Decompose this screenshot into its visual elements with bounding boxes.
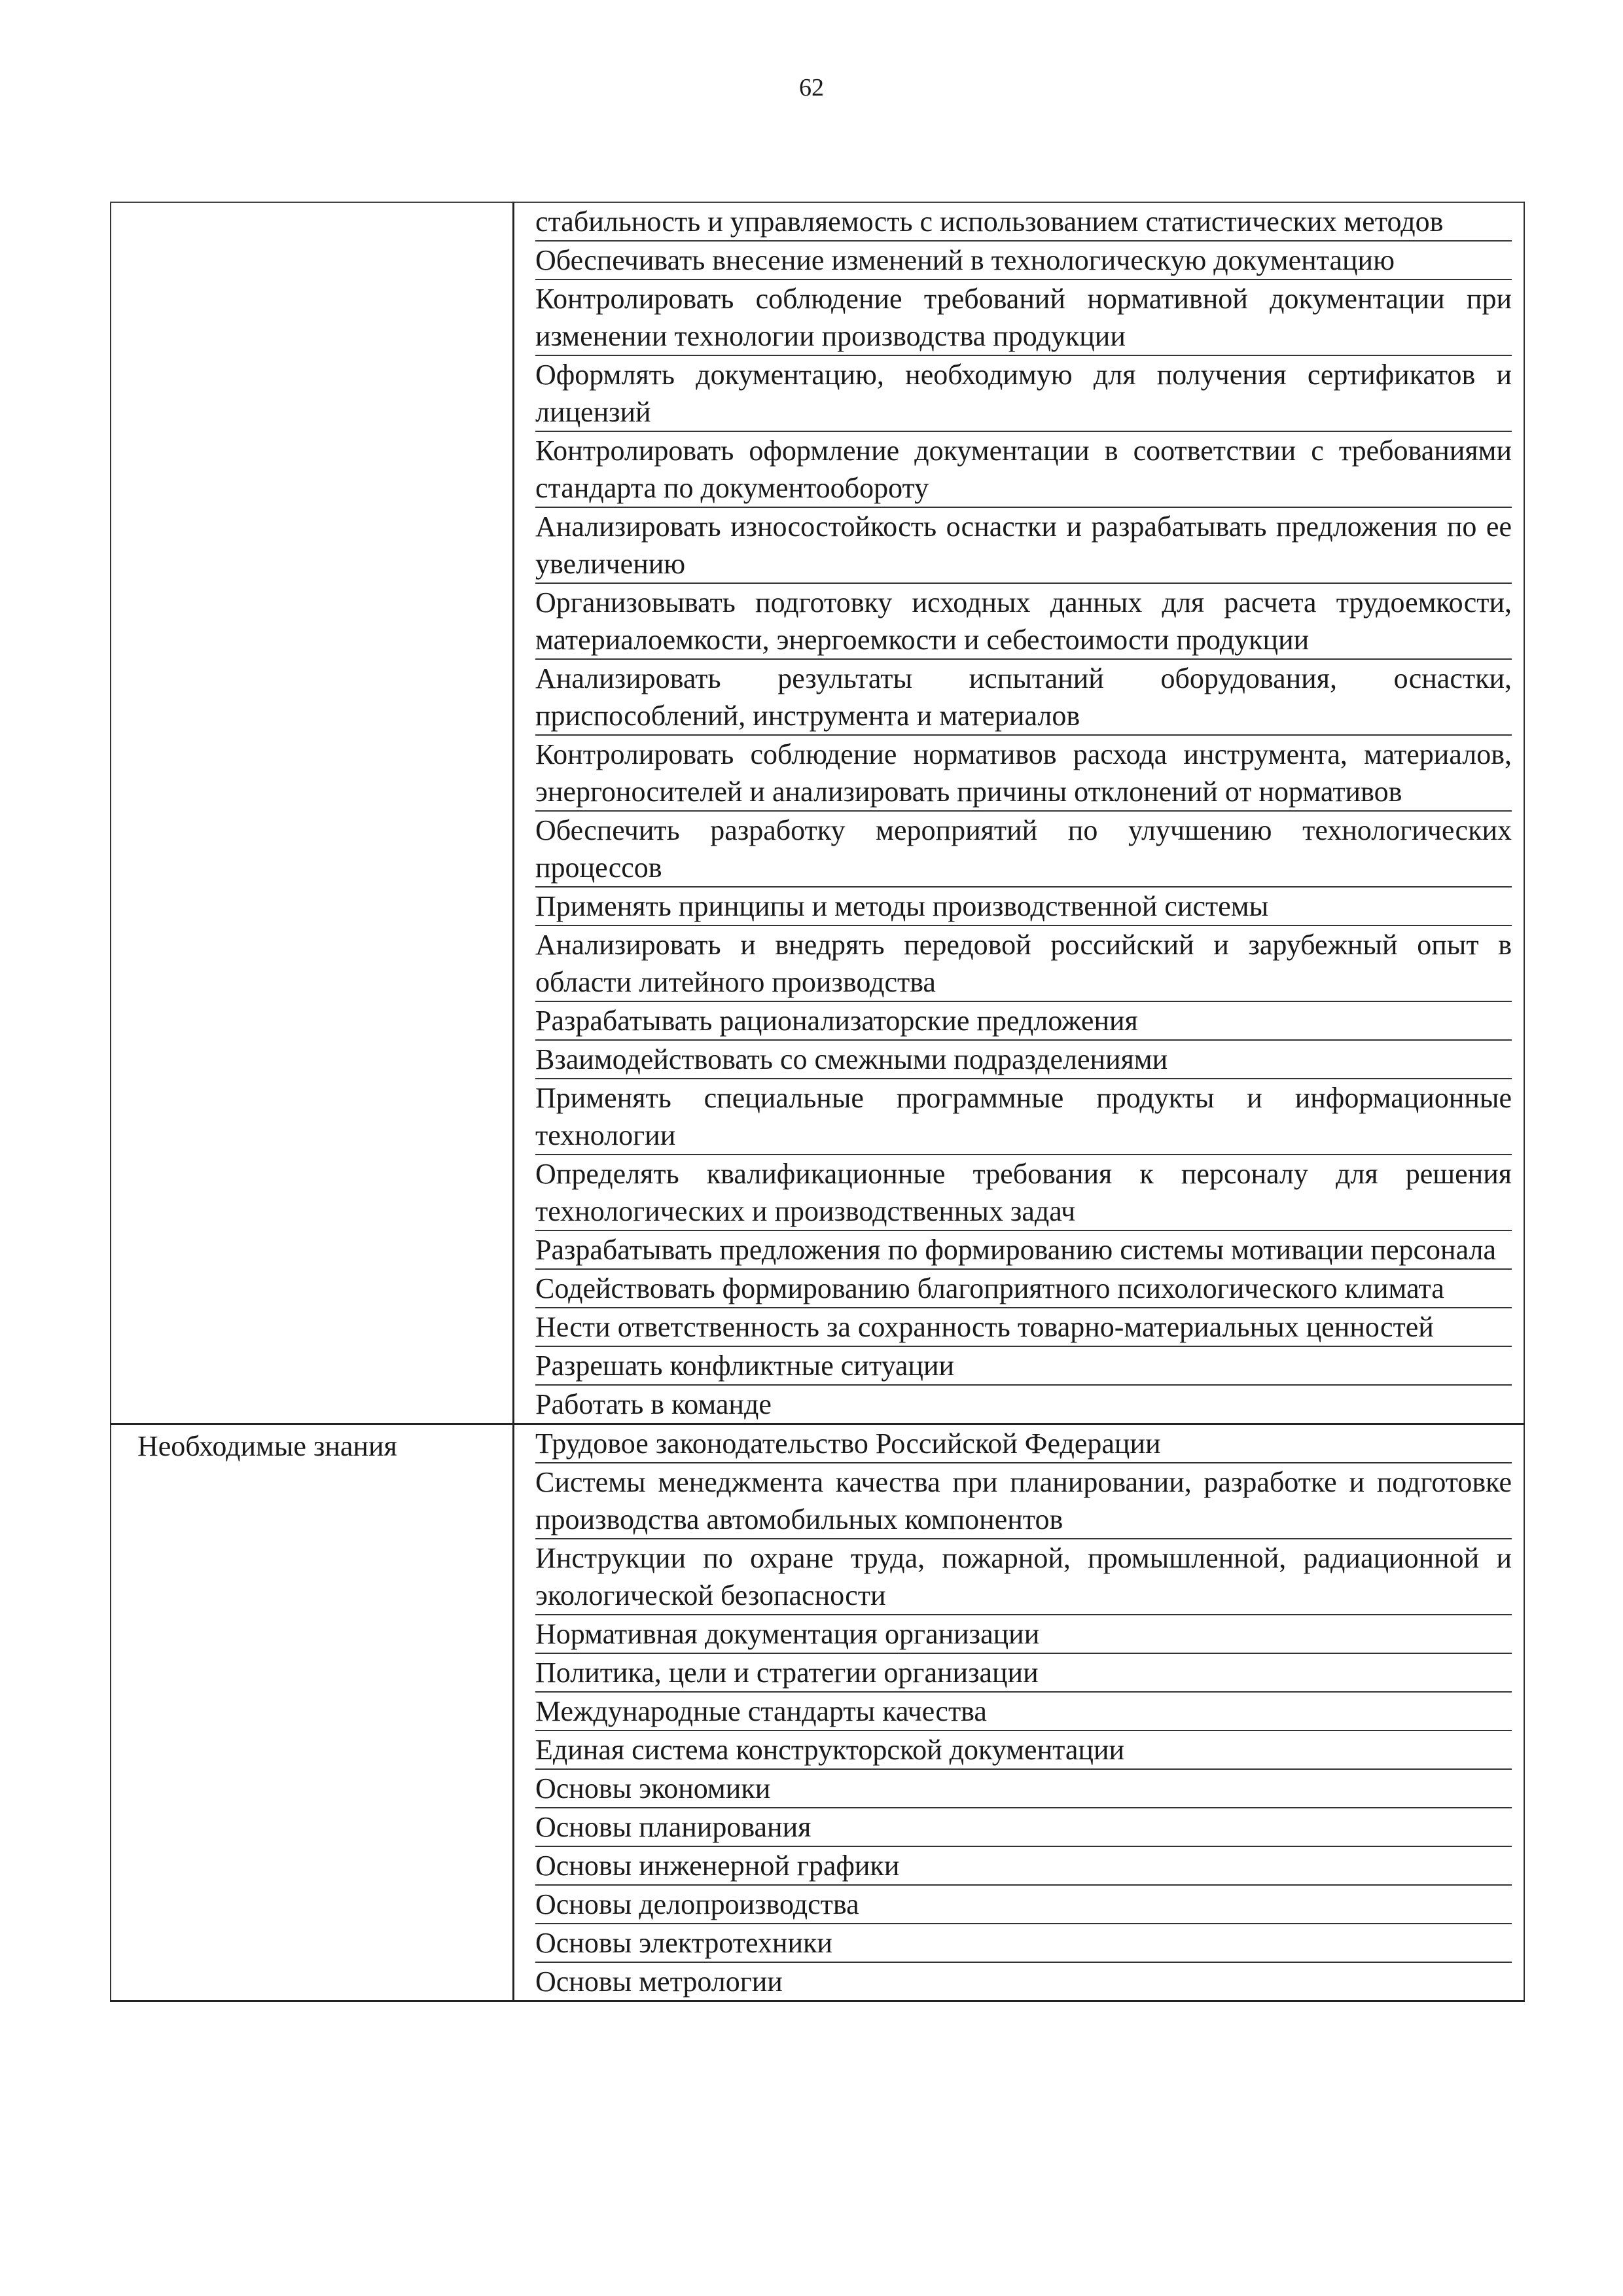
section-label-skills xyxy=(111,202,514,1424)
skill-item: Контролировать оформление документации в соответствии с требованиями стандарта по документообороту xyxy=(535,432,1512,508)
skill-item: Содействовать формированию благоприятного психологического климата xyxy=(535,1270,1512,1308)
skill-item: Анализировать и внедрять передовой российский и зарубежный опыт в области литейного производства xyxy=(535,926,1512,1002)
skills-list xyxy=(514,202,1525,1424)
skill-item: Нести ответственность за сохранность товарно-материальных ценностей xyxy=(535,1308,1512,1347)
knowledge-item: Политика, цели и стратегии организации xyxy=(535,1654,1512,1693)
knowledge-item: Трудовое законодательство Российской Федерации xyxy=(535,1425,1512,1463)
knowledge-item: Инструкции по охране труда, пожарной, промышленной, радиационной и экологической безопасности xyxy=(535,1539,1512,1615)
skill-item: Применять специальные программные продукты и информационные технологии xyxy=(535,1079,1512,1155)
skill-item: Взаимодействовать со смежными подразделениями xyxy=(535,1041,1512,1079)
knowledge-item: Основы планирования xyxy=(535,1808,1512,1847)
skill-item: Определять квалификационные требования к персоналу для решения технологических и производственных задач xyxy=(535,1155,1512,1231)
skills-section-row xyxy=(111,202,1524,1424)
competency-table xyxy=(110,202,1525,2002)
knowledge-list xyxy=(514,1424,1525,2001)
knowledge-item: Международные стандарты качества xyxy=(535,1693,1512,1731)
knowledge-item: Основы электротехники xyxy=(535,1924,1512,1963)
knowledge-item: Основы делопроизводства xyxy=(535,1886,1512,1924)
knowledge-item: Нормативная документация организации xyxy=(535,1615,1512,1654)
skill-item: Разрешать конфликтные ситуации xyxy=(535,1347,1512,1386)
skill-item: Разрабатывать рационализаторские предложения xyxy=(535,1002,1512,1041)
section-label-knowledge: Необходимые знания xyxy=(111,1424,514,2001)
knowledge-item: Единая система конструкторской документации xyxy=(535,1731,1512,1770)
skill-item: Обеспечить разработку мероприятий по улучшению технологических процессов xyxy=(535,812,1512,888)
page-number: 62 xyxy=(799,74,824,101)
skill-item: Контролировать соблюдение нормативов расхода инструмента, материалов, энергоносителей и анализировать причины отклонений от нормативов xyxy=(535,736,1512,812)
knowledge-item: Основы инженерной графики xyxy=(535,1847,1512,1886)
skill-item: Оформлять документацию, необходимую для получения сертификатов и лицензий xyxy=(535,356,1512,432)
knowledge-item: Основы экономики xyxy=(535,1770,1512,1808)
knowledge-item: Основы метрологии xyxy=(535,1965,783,1998)
skill-item: Работать в команде xyxy=(535,1388,772,1420)
skill-item: Контролировать соблюдение требований нормативной документации при изменении технологии производства продукции xyxy=(535,280,1512,356)
skill-item: Анализировать результаты испытаний оборудования, оснастки, приспособлений, инструмента и материалов xyxy=(535,660,1512,736)
skill-item: Организовывать подготовку исходных данных для расчета трудоемкости, материалоемкости, энергоемкости и себестоимости продукции xyxy=(535,584,1512,660)
knowledge-section-row xyxy=(111,1424,1524,2001)
skill-item: Обеспечивать внесение изменений в технологическую документацию xyxy=(535,242,1512,280)
skill-item: стабильность и управляемость с использованием статистических методов xyxy=(535,203,1512,242)
skill-item: Разрабатывать предложения по формированию системы мотивации персонала xyxy=(535,1231,1512,1270)
knowledge-item: Системы менеджмента качества при планировании, разработке и подготовке производства автомобильных компонентов xyxy=(535,1463,1512,1539)
skill-item: Анализировать износостойкость оснастки и разрабатывать предложения по ее увеличению xyxy=(535,508,1512,584)
skill-item: Применять принципы и методы производственной системы xyxy=(535,888,1512,926)
